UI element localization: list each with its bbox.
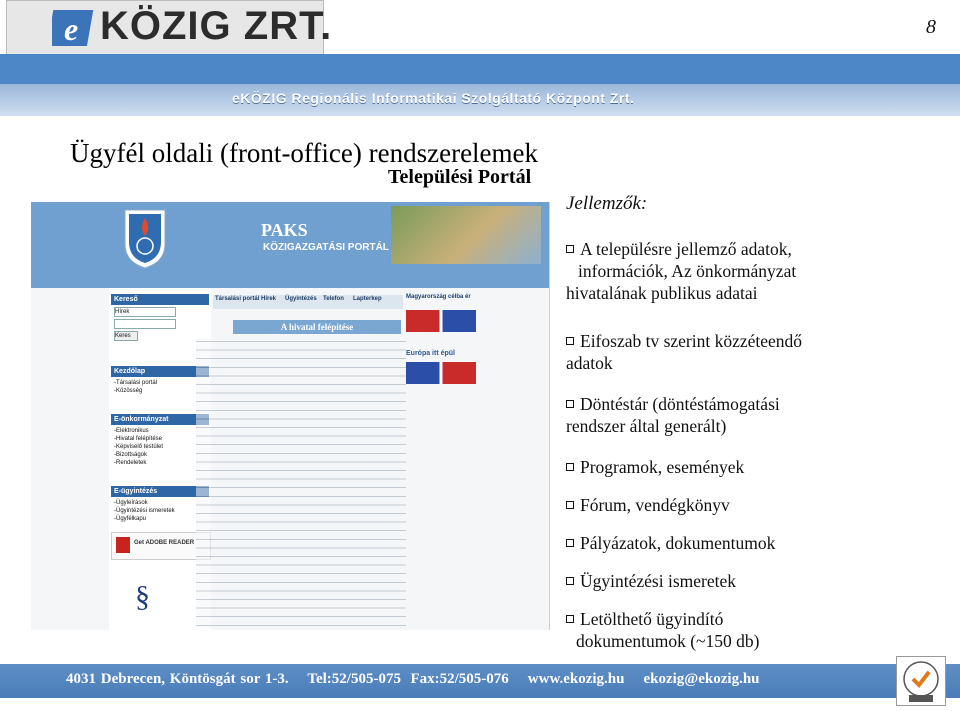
sidebar-box-title: Kereső [111, 294, 209, 305]
bullet-icon [566, 245, 574, 253]
banner-text: eKÖZIG Regionális Informatikai Szolgáltató Központ Zrt. [232, 90, 635, 106]
logo-text: KÖZIG ZRT. [100, 4, 333, 48]
org-tree [196, 338, 406, 628]
sidebar-link[interactable]: -Hivatal felépítése [114, 436, 163, 442]
portal-right-panel [406, 290, 476, 450]
sidebar-link[interactable]: -Ügyleírások [114, 500, 148, 506]
portal-page-heading: A hivatal felépítése [233, 320, 401, 334]
page-number: 8 [926, 16, 936, 38]
nav-tab[interactable]: Hírek [261, 296, 277, 302]
bullet-icon [566, 337, 574, 345]
sidebar-box-body [111, 306, 209, 342]
logo-e-letter: e [64, 11, 79, 47]
org-tree-lines [196, 338, 406, 628]
footer-web[interactable]: www.ekozig.hu [527, 671, 625, 687]
bullet-item: Fórum, vendégkönyv [566, 494, 730, 516]
portal-subtitle: KÖZIGAZGATÁSI PORTÁL [263, 242, 389, 253]
footer-address: 4031 Debrecen, Köntösgát sor 1-3. [66, 671, 289, 687]
bullet-icon [566, 615, 574, 623]
bullet-item: Döntéstár (döntéstámogatási rendszer által generált) [566, 394, 780, 436]
sidebar-box-body [111, 378, 209, 396]
footer-phone: Tel:52/505-075 [307, 671, 401, 687]
characteristics-heading: Jellemzők: [566, 193, 648, 214]
bullet-icon [566, 539, 574, 547]
portal-screenshot [31, 202, 550, 630]
slide-title: Ügyfél oldali (front-office) rendszerelemek [70, 138, 539, 168]
bullet-item: Letölthető ügyindító dokumentumok (~150 db) [566, 608, 759, 652]
bullet-item: Eifoszab tv szerint közzéteendő adatok [566, 331, 803, 373]
nav-tab[interactable]: Telefon [323, 296, 344, 302]
footer-fax: Fax:52/505-076 [410, 671, 509, 687]
bullet-icon [566, 501, 574, 509]
bullet-item: A településre jellemző adatok, információk, Az önkormányzat hivatalának publikus adatai [566, 239, 797, 303]
adobe-icon [116, 537, 130, 553]
sidebar-box-body [111, 498, 209, 524]
flag-banner [406, 310, 476, 332]
sidebar-box-title: Kezdőlap [111, 366, 209, 377]
adobe-label: Get ADOBE READER [134, 540, 195, 546]
footer-email[interactable]: ekozig@ekozig.hu [643, 671, 760, 687]
bullet-icon [566, 400, 574, 408]
sidebar-link[interactable]: -Képviselő testület [114, 444, 164, 450]
nav-tab[interactable]: Ügyintézés [285, 296, 317, 302]
slide-subtitle: Települési Portál [388, 166, 532, 188]
sidebar-box-title: E-ügyintézés [111, 486, 209, 497]
header-stripe [0, 54, 960, 84]
portal-nav [213, 295, 403, 309]
sidebar-link[interactable]: -Bizottságok [114, 452, 148, 458]
sidebar-link[interactable]: -Ügyfélkapu [114, 516, 147, 522]
sgs-certification-icon [896, 656, 946, 706]
footer-contact [66, 671, 760, 688]
bullet-item: Programok, események [566, 456, 744, 478]
right-heading: Magyarország célba ér [406, 294, 471, 300]
bullet-icon [566, 577, 574, 585]
sidebar-box-title: E-önkormányzat [111, 414, 209, 425]
flag-banner [406, 362, 476, 384]
portal-header-photo [391, 206, 541, 264]
europa-label: Európa itt épül [406, 350, 455, 357]
portal-title: PAKS [261, 220, 308, 240]
bullet-icon [566, 463, 574, 471]
search-input[interactable]: Hírek [114, 307, 176, 317]
nav-tab[interactable]: Lapterkep [353, 296, 382, 302]
nav-tab[interactable]: Társalási portál [215, 296, 260, 302]
sidebar-link[interactable]: -Rendeletek [114, 460, 147, 466]
sidebar-link[interactable]: -Elektronikus [114, 428, 149, 434]
sidebar-link[interactable]: -Ügyintézési ismeretek [114, 508, 175, 514]
search-button[interactable]: Keres [114, 331, 138, 341]
sidebar-box-body [111, 426, 209, 468]
sidebar-link[interactable]: -Társalási portál [114, 380, 158, 386]
logo-e-icon [52, 6, 96, 50]
bullet-item: Pályázatok, dokumentumok [566, 532, 775, 554]
coat-of-arms-icon [123, 208, 167, 270]
search-field[interactable] [114, 319, 176, 329]
sidebar-link[interactable]: -Közösség [114, 388, 143, 394]
bullet-item: Ügyintézési ismeretek [566, 570, 736, 592]
section-mark-icon: § [135, 580, 150, 613]
